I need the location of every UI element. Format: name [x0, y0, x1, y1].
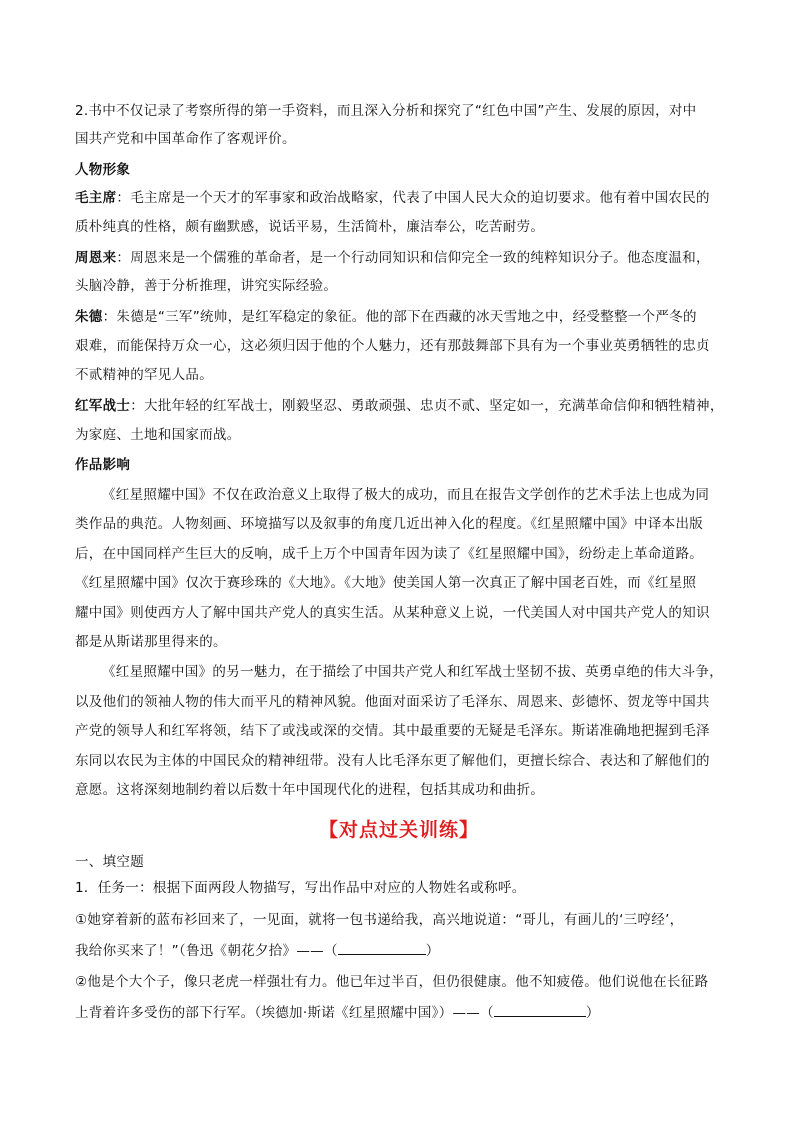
soldiers-sep: ： [130, 398, 145, 414]
zhu-line-2: 艰难，而能保持万众一心，这必须归因于他的个人魅力，还有那鼓舞部下具有为一个事业英勇牺牲的忠贞 [75, 338, 710, 354]
q1-a-answer-blank[interactable] [338, 940, 426, 955]
influence-p1-line-2: 类作品的典范。人物刻画、环境描写以及叙事的角度几近出神入化的程度。《红星照耀中国》中译本出版 [75, 516, 704, 532]
q1-a-line-1: ①她穿着新的蓝布衫回来了，一见面，就将一包书递给我，高兴地说道：“哥儿，有画儿的‘三哼经’， [75, 912, 684, 928]
q1-a-close: ） [425, 943, 440, 959]
q1-b-line-2 [75, 1002, 600, 1023]
q1-b-answer-blank[interactable] [494, 1002, 586, 1017]
soldiers-line-1 [75, 396, 724, 416]
zhou-line-2: 头脑冷静，善于分析推理，讲究实际经验。 [75, 278, 338, 294]
q1-a-text: 我给你买来了！”（鲁迅《朝花夕拾》——（ [75, 943, 338, 959]
q1-b-line-1: ②他是个大个子，像只老虎一样强壮有力。他已年过半百，但仍很健康。他不知疲倦。他们说他在长征路 [75, 974, 709, 990]
mao-line-2: 质朴纯真的性格，颇有幽默感，说话平易，生活简朴，廉洁奉公，吃苦耐劳。 [75, 219, 545, 235]
q1-b-close: ） [585, 1005, 600, 1021]
zhou-text-1: 周恩来是一个儒雅的革命者，是一个行动同知识和信仰完全一致的纯粹知识分子。他态度温和， [130, 250, 710, 266]
zhou-name: 周恩来 [75, 250, 117, 266]
q1-a-line-2 [75, 940, 440, 961]
soldiers-name: 红军战士 [75, 398, 131, 414]
influence-p1-line-4: 《红星照耀中国》仅次于赛珍珠的《大地》。《大地》使美国人第一次真正了解中国老百姓，而《红星照 [75, 575, 697, 591]
influence-p2-line-1: 《红星照耀中国》的另一魅力，在于描绘了中国共产党人和红军战士坚韧不拔、英勇卓绝的伟大斗争， [102, 664, 723, 680]
zhu-text-1: 朱德是“三军”统帅，是红军稳定的象征。他的部下在西藏的冰天雪地之中，经受整整一个严冬的 [116, 309, 697, 325]
zhu-name: 朱德 [75, 309, 103, 325]
influence-p1-line-3: 后，在中国同样产生巨大的反响，成千上万个中国青年因为读了《红星照耀中国》，纷纷走上革命道路。 [75, 546, 704, 562]
q1-b-text: 上背着许多受伤的部下行军。（埃德加·斯诺《红星照耀中国》）——（ [75, 1005, 494, 1021]
question-1: 1．任务一：根据下面两段人物描写，写出作品中对应的人物姓名或称呼。 [75, 880, 526, 896]
zhu-sep: ： [102, 309, 117, 325]
mao-sep: ： [116, 190, 131, 206]
influence-p2-line-4: 东同以农民为主体的中国民众的精神纽带。没有人比毛泽东更了解他们，更擅长综合、表达和了解他们的 [75, 753, 710, 769]
zhu-line-3: 不贰精神的罕见人品。 [75, 367, 213, 383]
influence-p2-line-3: 产党的领导人和红军将领，结下了或浅或深的交情。其中最重要的无疑是毛泽东。斯诺准确地把握到毛泽 [75, 723, 710, 739]
zhu-line-1 [75, 307, 697, 327]
mao-name: 毛主席 [75, 190, 117, 206]
influence-p1-line-1: 《红星照耀中国》不仅在政治意义上取得了极大的成功，而且在报告文学创作的艺术手法上也成为同 [102, 487, 710, 503]
mao-line-1 [75, 188, 710, 208]
section-fill-blank: 一、填空题 [75, 854, 144, 870]
point-2-line-2: 国共产党和中国革命作了客观评价。 [75, 131, 296, 147]
mao-text-1: 毛主席是一个天才的军事家和政治战略家，代表了中国人民大众的迫切要求。他有着中国农民的 [130, 190, 710, 206]
characters-heading: 人物形象 [75, 162, 131, 178]
training-title: 【对点过关训练】 [318, 819, 479, 841]
zhou-line-1 [75, 248, 710, 268]
influence-p2-line-2: 以及他们的领袖人物的伟大而平凡的精神风貌。他面对面采访了毛泽东、周恩来、彭德怀、贺龙等中国共 [75, 694, 710, 710]
influence-heading: 作品影响 [75, 457, 131, 473]
influence-p2-line-5: 意愿。这将深刻地制约着以后数十年中国现代化的进程，包括其成功和曲折。 [75, 782, 545, 798]
influence-p1-line-5: 耀中国》则使西方人了解中国共产党人的真实生活。从某种意义上说，一代美国人对中国共产党人的知识 [75, 605, 710, 621]
influence-p1-line-6: 都是从斯诺那里得来的。 [75, 634, 227, 650]
soldiers-line-2: 为家庭、土地和国家而战。 [75, 427, 241, 443]
zhou-sep: ： [116, 250, 131, 266]
soldiers-text-1: 大批年轻的红军战士，刚毅坚忍、勇敢顽强、忠贞不贰、坚定如一，充满革命信仰和牺牲精神， [144, 398, 724, 414]
point-2-line-1: 2.书中不仅记录了考察所得的第一手资料，而且深入分析和探究了“红色中国”产生、发展的原因，对中 [75, 103, 697, 119]
